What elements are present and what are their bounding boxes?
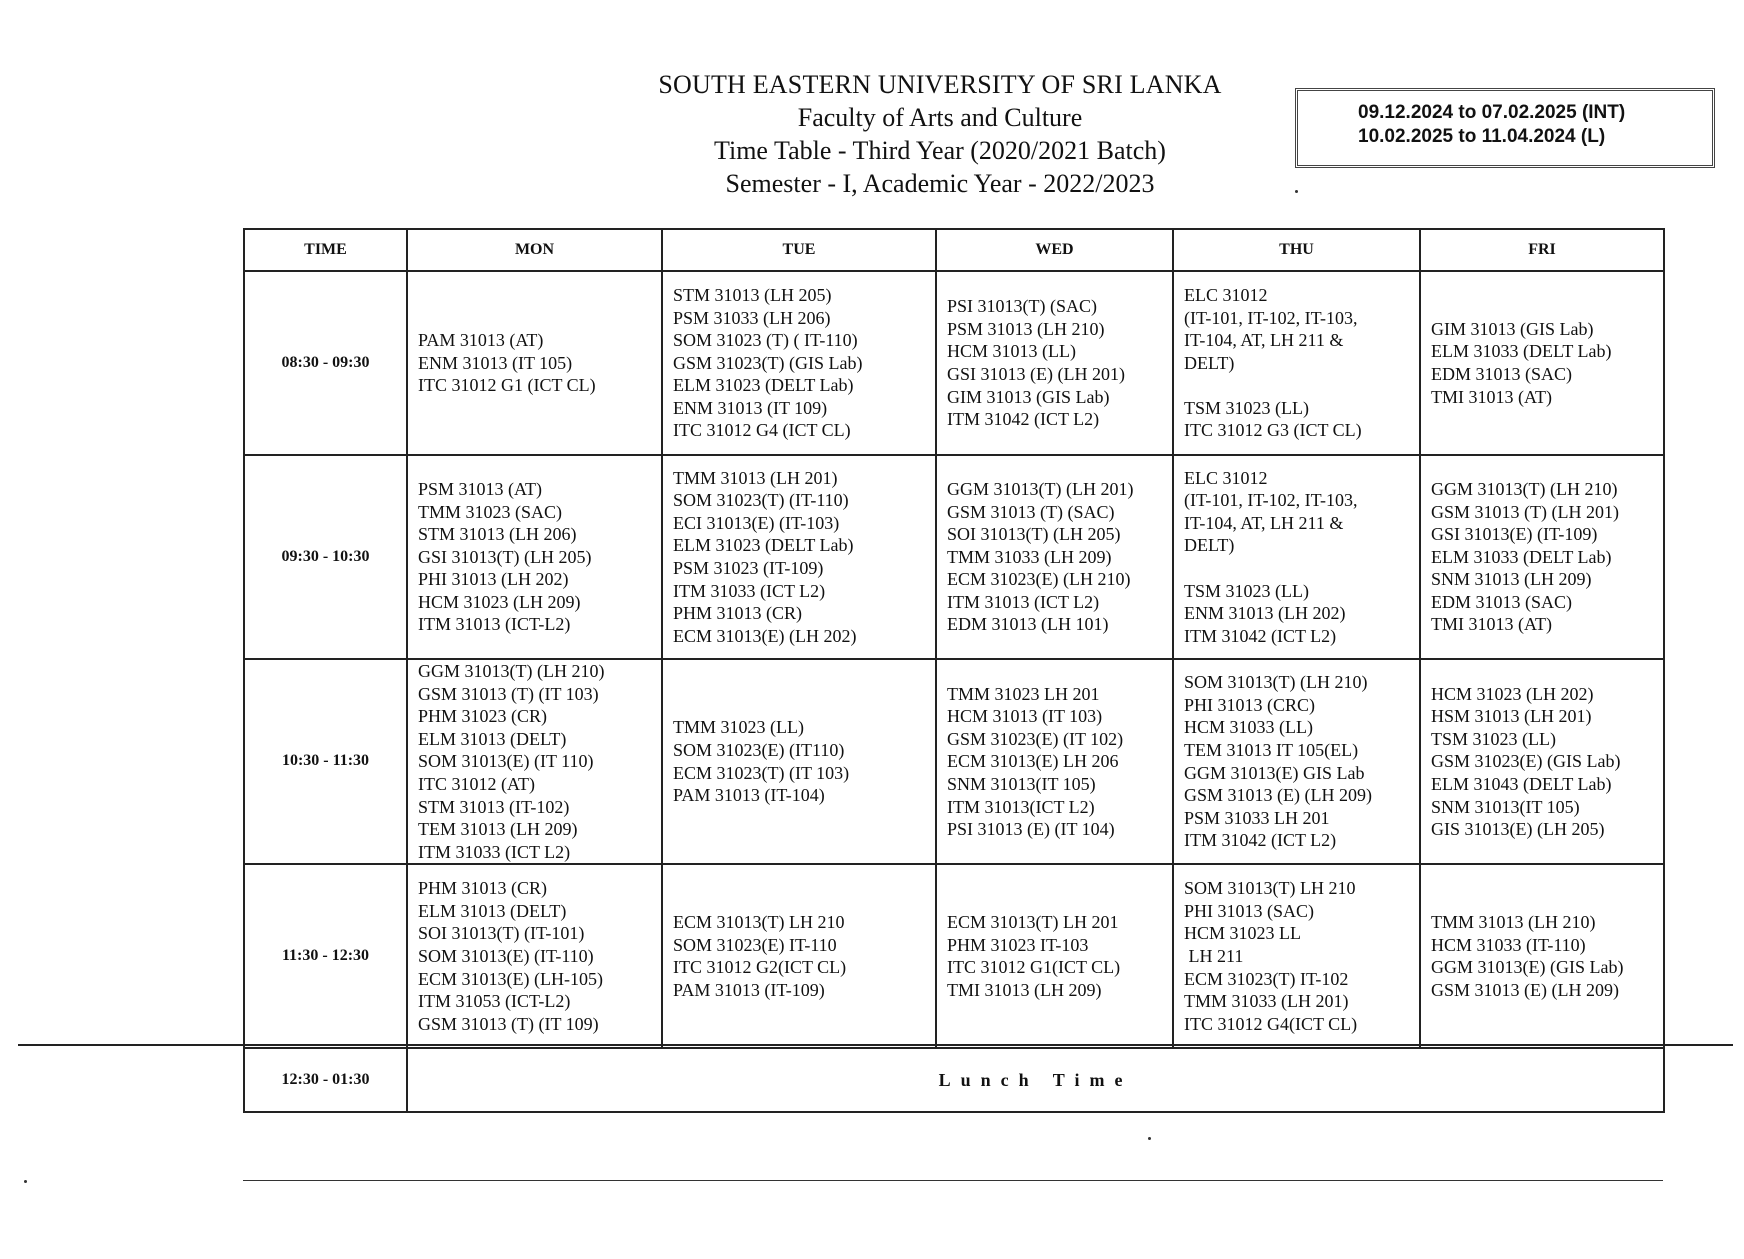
course-entry: HCM 31033 (IT-110) — [1431, 934, 1586, 955]
course-entry: GIS 31013(E) (LH 205) — [1431, 819, 1605, 840]
course-entry: GSM 31013 (T) (SAC) — [947, 501, 1115, 522]
course-entry: DELT) — [1184, 535, 1235, 556]
course-entry: GSM 31013 (E) (LH 209) — [1184, 785, 1372, 806]
course-entry: ITM 31013 (ICT L2) — [947, 591, 1100, 612]
course-entry: SOM 31013(T) LH 210 — [1184, 878, 1356, 899]
course-entry: GSI 31013 (E) (LH 201) — [947, 364, 1125, 384]
course-entry: TMM 31033 (LH 209) — [947, 546, 1112, 567]
course-entry: GSI 31013(T) (LH 205) — [418, 546, 592, 567]
course-entry: ECI 31013(E) (IT-103) — [673, 512, 840, 533]
schedule-cell-fri — [1420, 659, 1664, 864]
course-entry: ITM 31042 (ICT L2) — [1184, 625, 1337, 646]
schedule-cell-wed — [936, 271, 1173, 455]
schedule-cell-mon — [407, 659, 662, 864]
course-entry: PHM 31013 (CR) — [418, 878, 548, 899]
course-entry: HSM 31013 (LH 201) — [1431, 706, 1592, 727]
time-slot-lunch: 12:30 - 01:30 — [244, 1048, 407, 1112]
time-slot: 08:30 - 09:30 — [244, 271, 407, 455]
col-header-time: TIME — [244, 229, 407, 271]
course-entry: GIM 31013 (GIS Lab) — [947, 386, 1110, 407]
course-entry: ECM 31013(E) (LH 202) — [673, 625, 857, 646]
course-entry: SOM 31023(E) (IT110) — [673, 740, 845, 761]
scan-speck — [24, 1180, 27, 1183]
date-range-box — [1295, 88, 1715, 168]
col-header-wed: WED — [936, 229, 1173, 271]
course-entry: TMI 31013 (AT) — [1431, 386, 1552, 407]
lunch-row — [244, 1048, 1664, 1112]
course-entry: PHM 31023 IT-103 — [947, 934, 1089, 955]
course-entry: TMI 31013 (AT) — [1431, 614, 1552, 635]
course-entry: ENM 31013 (LH 202) — [1184, 603, 1346, 624]
course-entry: PSM 31033 LH 201 — [1184, 807, 1330, 828]
table-row — [244, 659, 1664, 864]
course-entry: HCM 31033 (LL) — [1184, 717, 1313, 738]
course-entry: SOI 31013(T) (IT-101) — [418, 923, 585, 944]
course-entry: ITC 31012 G2(ICT CL) — [673, 957, 847, 978]
course-entry: ELM 31023 (DELT Lab) — [673, 535, 854, 556]
schedule-cell-fri — [1420, 864, 1664, 1048]
course-entry: TEM 31013 (LH 209) — [418, 819, 578, 840]
table-row — [244, 455, 1664, 659]
course-entry: SNM 31013(IT 105) — [947, 773, 1096, 794]
course-entry: PSM 31013 (AT) — [418, 478, 543, 499]
page-rule — [18, 1044, 1733, 1046]
schedule-cell-mon — [407, 864, 662, 1048]
course-entry: GSM 31013 (T) (LH 201) — [1431, 501, 1619, 522]
faculty-name: Faculty of Arts and Culture — [797, 103, 1083, 132]
schedule-cell-fri — [1420, 455, 1664, 659]
course-entry: PAM 31013 (IT-104) — [673, 785, 825, 806]
course-entry: IT-104, AT, LH 211 & — [1184, 512, 1344, 533]
course-entry: GSI 31013(E) (IT-109) — [1431, 524, 1598, 545]
course-entry: ENM 31013 (IT 109) — [673, 397, 828, 418]
course-entry: SOM 31013(T) (LH 210) — [1184, 672, 1368, 693]
course-entry: ELC 31012 — [1184, 467, 1268, 488]
course-entry: ELM 31043 (DELT Lab) — [1431, 773, 1612, 794]
course-entry: GGM 31013(E) GIS Lab — [1184, 762, 1365, 783]
course-entry: TSM 31023 (LL) — [1184, 580, 1309, 601]
course-entry: GIM 31013 (GIS Lab) — [1431, 318, 1594, 339]
col-header-fri: FRI — [1420, 229, 1664, 271]
course-entry: TMM 31013 (LH 210) — [1431, 912, 1596, 933]
course-entry: ECM 31023(T) IT-102 — [1184, 968, 1349, 989]
course-entry: TMM 31023 (SAC) — [418, 501, 563, 522]
col-header-tue: TUE — [662, 229, 936, 271]
schedule-cell-mon — [407, 271, 662, 455]
course-entry: (IT-101, IT-102, IT-103, — [1184, 307, 1358, 328]
footer-rule — [243, 1180, 1663, 1181]
course-entry: TMM 31013 (LH 201) — [673, 467, 838, 488]
course-entry: PHM 31023 (CR) — [418, 706, 548, 727]
course-entry: STM 31013 (IT-102) — [418, 796, 570, 817]
course-entry — [1184, 374, 1409, 397]
schedule-cell-wed — [936, 864, 1173, 1048]
course-entry: ECM 31023(T) (IT 103) — [673, 762, 850, 783]
col-header-thu: THU — [1173, 229, 1420, 271]
course-entry: STM 31013 (LH 205) — [673, 284, 832, 305]
course-entry: GSM 31023(E) (IT 102) — [947, 728, 1124, 749]
course-entry: SOM 31023(T) (IT-110) — [673, 490, 849, 511]
course-entry: SNM 31013(IT 105) — [1431, 796, 1580, 817]
schedule-cell-wed — [936, 659, 1173, 864]
schedule-cell-tue — [662, 455, 936, 659]
course-entry: (IT-101, IT-102, IT-103, — [1184, 490, 1358, 511]
course-entry: PSI 31013 (E) (IT 104) — [947, 819, 1115, 840]
schedule-cell-thu — [1173, 271, 1420, 455]
course-entry: TMI 31013 (LH 209) — [947, 979, 1102, 1000]
course-entry: SNM 31013 (LH 209) — [1431, 569, 1592, 590]
course-entry: HCM 31023 LL — [1184, 923, 1301, 944]
course-entry: TEM 31013 IT 105(EL) — [1184, 740, 1359, 761]
course-entry: EDM 31013 (SAC) — [1431, 591, 1573, 612]
course-entry: ITC 31012 G1(ICT CL) — [947, 957, 1121, 978]
date-range-lecture: 10.02.2025 to 11.04.2024 (L) — [1358, 126, 1606, 147]
course-entry: ITM 31042 (ICT L2) — [1184, 830, 1337, 851]
course-entry: STM 31013 (LH 206) — [418, 524, 577, 545]
time-slot: 10:30 - 11:30 — [244, 659, 407, 864]
time-slot: 09:30 - 10:30 — [244, 455, 407, 659]
course-entry: ITC 31012 G4(ICT CL) — [1184, 1013, 1358, 1034]
course-entry: PAM 31013 (AT) — [418, 330, 544, 351]
course-entry: GSM 31013 (T) (IT 103) — [418, 683, 599, 704]
course-entry: PHI 31013 (LH 202) — [418, 569, 569, 590]
course-entry: SOM 31013(E) (IT 110) — [418, 751, 594, 772]
course-entry: GGM 31013(T) (LH 210) — [418, 661, 605, 681]
course-entry: ELM 31033 (DELT Lab) — [1431, 546, 1612, 567]
course-entry: PSI 31013(T) (SAC) — [947, 296, 1098, 317]
course-entry: ITC 31012 G4 (ICT CL) — [673, 420, 851, 441]
col-header-mon: MON — [407, 229, 662, 271]
course-entry: PSM 31023 (IT-109) — [673, 558, 824, 578]
course-entry: ITM 31013 (ICT-L2) — [418, 614, 571, 635]
date-range-intern: 09.12.2024 to 07.02.2025 (INT) — [1358, 102, 1626, 123]
course-entry: ITM 31033 (ICT L2) — [418, 841, 571, 862]
course-entry: SOM 31013(E) (IT-110) — [418, 946, 594, 967]
course-entry: ECM 31013(T) LH 210 — [673, 912, 845, 933]
timetable — [243, 228, 1665, 1113]
course-entry: PHM 31013 (CR) — [673, 603, 803, 624]
course-entry: HCM 31023 (LH 202) — [1431, 683, 1594, 704]
course-entry: SOM 31023 (T) ( IT-110) — [673, 330, 858, 351]
course-entry: LH 211 — [1184, 946, 1244, 967]
course-entry: TMM 31033 (LH 201) — [1184, 991, 1349, 1012]
course-entry: IT-104, AT, LH 211 & — [1184, 330, 1344, 351]
course-entry: ECM 31013(E) (LH-105) — [418, 968, 603, 989]
course-entry: ITM 31013(ICT L2) — [947, 796, 1095, 817]
header-row — [244, 229, 1664, 271]
course-entry: TMM 31023 LH 201 — [947, 683, 1100, 704]
schedule-cell-tue — [662, 659, 936, 864]
course-entry: GGM 31013(E) (GIS Lab) — [1431, 957, 1624, 978]
course-entry: ITC 31012 G1 (ICT CL) — [418, 375, 596, 396]
course-entry: ENM 31013 (IT 105) — [418, 352, 573, 373]
scan-speck — [1148, 1137, 1151, 1140]
schedule-cell-wed — [936, 455, 1173, 659]
document-header — [560, 68, 1320, 200]
course-entry: TMM 31023 (LL) — [673, 717, 804, 738]
course-entry: GGM 31013(T) (LH 201) — [947, 478, 1134, 499]
course-entry: GSM 31013 (T) (IT 109) — [418, 1013, 599, 1034]
course-entry: DELT) — [1184, 352, 1235, 373]
course-entry: PSM 31033 (LH 206) — [673, 307, 831, 328]
scan-speck — [1295, 190, 1298, 193]
course-entry: ELM 31013 (DELT) — [418, 728, 567, 749]
schedule-cell-mon — [407, 455, 662, 659]
course-entry: ITC 31012 G3 (ICT CL) — [1184, 420, 1362, 441]
course-entry: EDM 31013 (LH 101) — [947, 614, 1109, 635]
course-entry: HCM 31013 (LL) — [947, 341, 1076, 362]
course-entry: TSM 31023 (LL) — [1431, 728, 1556, 749]
schedule-cell-thu — [1173, 455, 1420, 659]
course-entry: PHI 31013 (SAC) — [1184, 900, 1315, 921]
course-entry: ELC 31012 — [1184, 284, 1268, 305]
course-entry: PHI 31013 (CRC) — [1184, 694, 1316, 715]
schedule-cell-tue — [662, 271, 936, 455]
university-name: SOUTH EASTERN UNIVERSITY OF SRI LANKA — [658, 70, 1222, 99]
course-entry: ELM 31023 (DELT Lab) — [673, 375, 854, 396]
course-entry: ECM 31023(E) (LH 210) — [947, 569, 1131, 590]
course-entry: HCM 31013 (IT 103) — [947, 706, 1103, 727]
course-entry: GSM 31023(E) (GIS Lab) — [1431, 751, 1621, 772]
course-entry: GSM 31013 (E) (LH 209) — [1431, 979, 1619, 1000]
course-entry — [1184, 557, 1409, 580]
time-slot: 11:30 - 12:30 — [244, 864, 407, 1048]
course-entry: ECM 31013(T) LH 201 — [947, 912, 1119, 933]
course-entry: SOI 31013(T) (LH 205) — [947, 524, 1121, 545]
schedule-cell-fri — [1420, 271, 1664, 455]
course-entry: ELM 31013 (DELT) — [418, 900, 567, 921]
course-entry: SOM 31023(E) IT-110 — [673, 934, 837, 955]
schedule-cell-thu — [1173, 864, 1420, 1048]
timetable-body — [244, 271, 1664, 1112]
course-entry: EDM 31013 (SAC) — [1431, 364, 1573, 384]
semester-label: Semester - I, Academic Year - 2022/2023 — [725, 169, 1155, 198]
course-entry: ITM 31033 (ICT L2) — [673, 580, 826, 601]
lunch-label: Lunch Time — [407, 1048, 1664, 1112]
course-entry: PSM 31013 (LH 210) — [947, 318, 1105, 339]
course-entry: ITM 31042 (ICT L2) — [947, 409, 1100, 430]
course-entry: PAM 31013 (IT-109) — [673, 979, 825, 1000]
timetable-title: Time Table - Third Year (2020/2021 Batch) — [714, 136, 1166, 165]
schedule-cell-tue — [662, 864, 936, 1048]
table-row — [244, 271, 1664, 455]
schedule-cell-thu — [1173, 659, 1420, 864]
course-entry: TSM 31023 (LL) — [1184, 397, 1309, 418]
course-entry: ECM 31013(E) LH 206 — [947, 751, 1119, 772]
course-entry: ITM 31053 (ICT-L2) — [418, 991, 571, 1012]
course-entry: ITC 31012 (AT) — [418, 773, 535, 794]
course-entry: GSM 31023(T) (GIS Lab) — [673, 352, 863, 373]
course-entry: GGM 31013(T) (LH 210) — [1431, 478, 1618, 499]
course-entry: ELM 31033 (DELT Lab) — [1431, 341, 1612, 362]
course-entry: HCM 31023 (LH 209) — [418, 591, 581, 612]
table-row — [244, 864, 1664, 1048]
